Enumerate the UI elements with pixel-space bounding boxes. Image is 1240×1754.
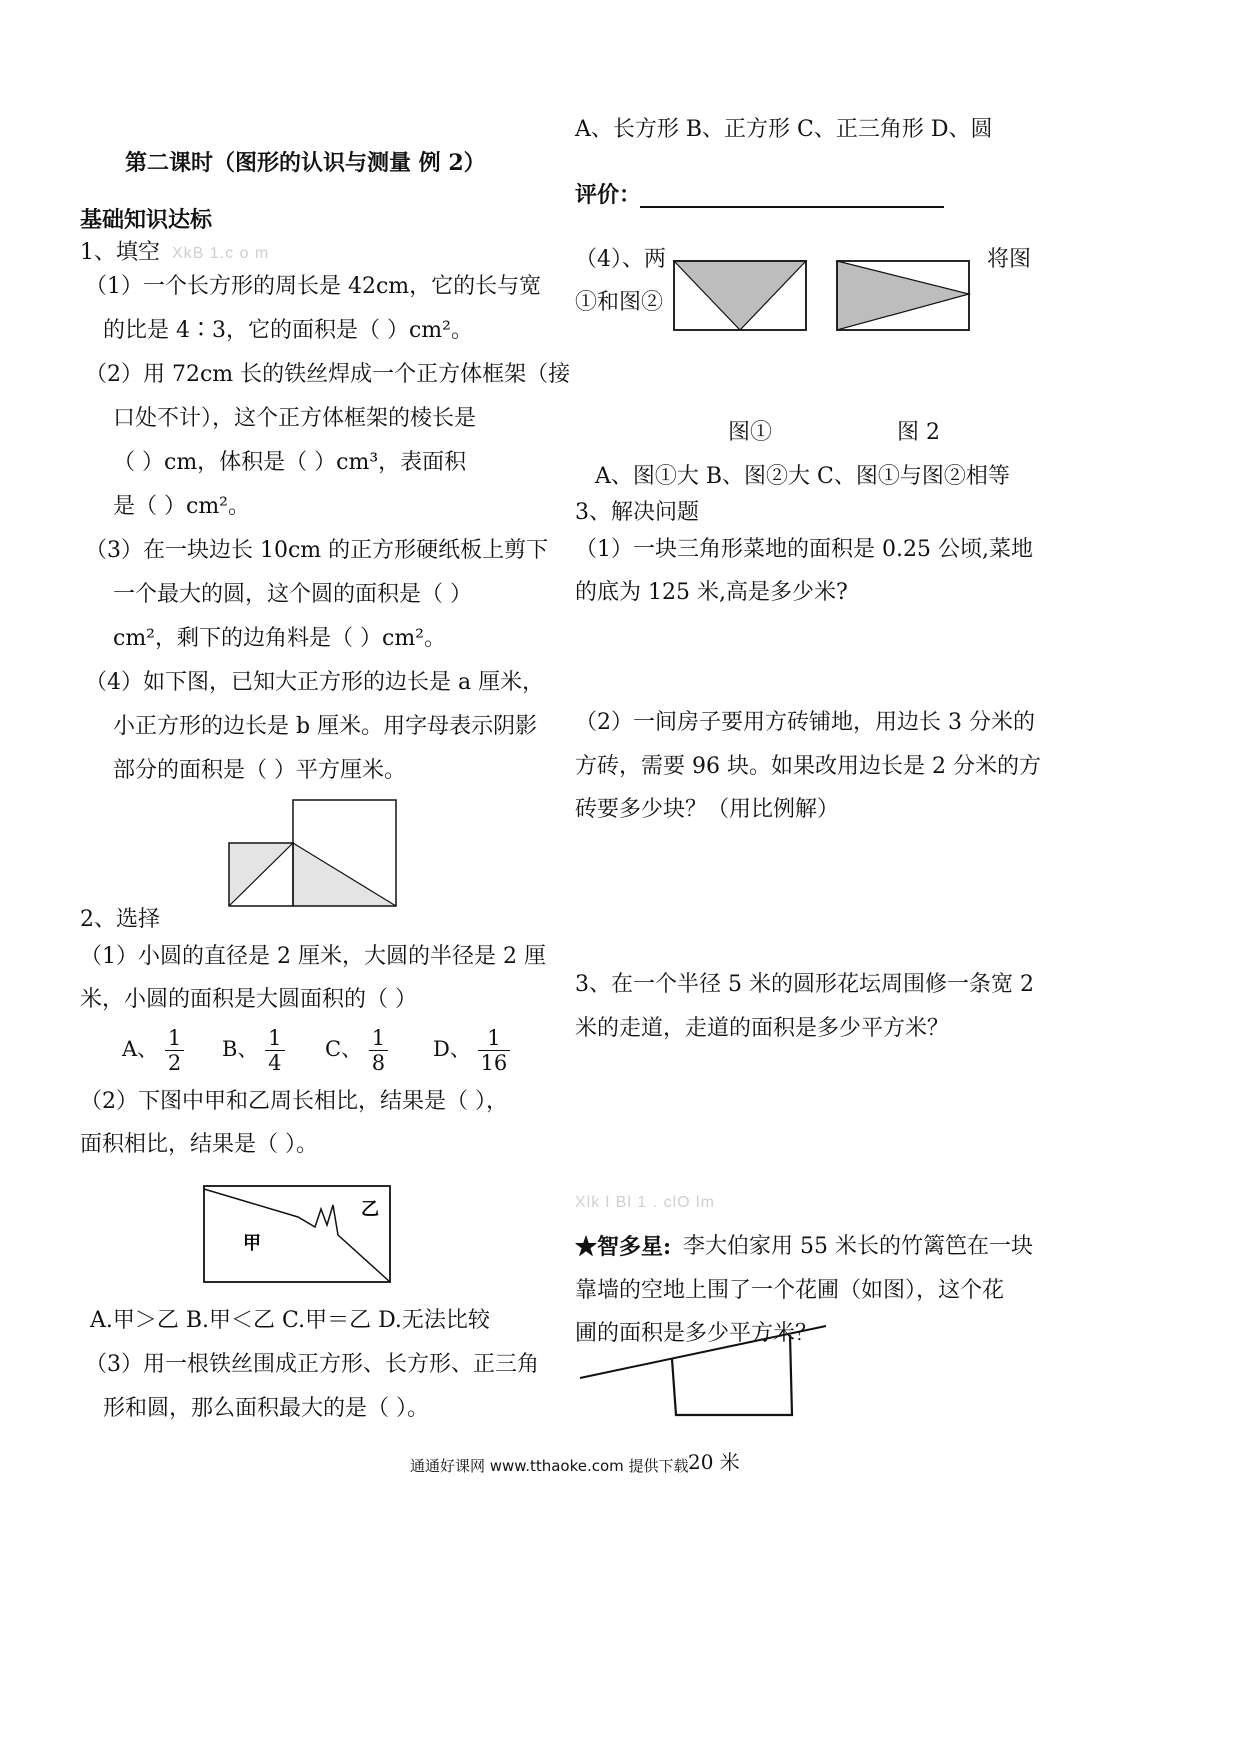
q1-2-line3: （ ）cm，体积是（ ）cm³，表面积 — [113, 450, 467, 475]
garden-figure — [578, 1322, 808, 1432]
q2-2-line2: 面积相比，结果是（ ）。 — [80, 1132, 318, 1157]
q2-4-left-line2: ①和图② — [575, 290, 664, 315]
q2-3-line2: 形和圆，那么面积最大的是（ ）。 — [103, 1396, 429, 1421]
option-d-fraction: $\frac{1}{16}$ — [478, 1026, 511, 1075]
q3-2-line1: （2）一间房子要用方砖铺地，用边长 3 分米的 — [575, 710, 1035, 735]
q2-1-line2: 米，小圆的面积是大圆面积的（ ） — [80, 987, 417, 1012]
q1-4-line1: （4）如下图，已知大正方形的边长是 a 厘米， — [85, 670, 545, 695]
star-text-line3: 圃的面积是多少平方米？ — [575, 1321, 818, 1346]
q2-2-options: A.甲＞乙 B.甲＜乙 C.甲＝乙 D.无法比较 — [90, 1308, 490, 1333]
figure-1-label: 图① — [728, 420, 773, 445]
garden-length-label: 20 米 — [688, 1450, 740, 1474]
option-a-fraction: $\frac{1}{2}$ — [165, 1026, 184, 1075]
star-text-line2: 靠墙的空地上围了一个花圃（如图），这个花 — [575, 1278, 1005, 1303]
watermark: Xlk l Bl 1 . clO lm — [575, 1194, 715, 1211]
page-title: 第二课时（图形的认识与测量 例 2） — [125, 150, 486, 176]
option-d-label: D、 — [433, 1037, 471, 1061]
figure-1 — [673, 260, 808, 332]
q1-1-line2: 的比是 4∶3，它的面积是（ ）cm²。 — [103, 318, 473, 343]
figure-2-label: 图 2 — [897, 420, 940, 445]
option-a-label: A、 — [122, 1037, 159, 1061]
q3-header: 3、解决问题 — [575, 500, 699, 525]
watermark: XkB 1.c o m — [172, 245, 270, 262]
q1-2-line2: 口处不计），这个正方体框架的棱长是 — [113, 406, 477, 431]
squares-figure — [228, 798, 408, 910]
option-b-fraction: $\frac{1}{4}$ — [265, 1026, 284, 1075]
q1-4-line3: 部分的面积是（ ）平方厘米。 — [113, 758, 406, 783]
jia-label: 甲 — [243, 1233, 261, 1254]
option-c-label: C、 — [325, 1037, 363, 1061]
star-label: ★智多星: — [575, 1234, 672, 1260]
q3-1-line2: 的底为 125 米,高是多少米? — [575, 580, 848, 605]
shape-options: A、长方形 B、正方形 C、正三角形 D、圆 — [575, 117, 993, 142]
evaluation-blank[interactable] — [640, 186, 944, 208]
q2-3-line1: （3）用一根铁丝围成正方形、长方形、正三角 — [85, 1352, 539, 1377]
q2-4-options: A、图①大 B、图②大 C、图①与图②相等 — [595, 464, 1010, 489]
q3-1-line1: （1）一块三角形菜地的面积是 0.25 公顷,菜地 — [575, 537, 1033, 562]
footer: 通通好课网 www.tthaoke.com 提供下载 — [410, 1457, 689, 1475]
jia-yi-figure — [203, 1185, 393, 1285]
yi-label: 乙 — [361, 1199, 379, 1220]
q3-3-line2: 米的走道，走道的面积是多少平方米？ — [575, 1016, 950, 1041]
evaluation-label: 评价： — [575, 182, 642, 208]
option-c[interactable] — [325, 1026, 388, 1075]
q2-4-right-text: 将图 — [987, 247, 1032, 272]
option-c-fraction: $\frac{1}{8}$ — [369, 1026, 388, 1075]
q2-4-left-line1: （4）、两 — [575, 247, 666, 272]
q1-3-line3: cm²，剩下的边角料是（ ）cm²。 — [113, 626, 446, 651]
option-d[interactable] — [433, 1026, 510, 1075]
option-b-label: B、 — [222, 1037, 259, 1061]
option-b[interactable] — [222, 1026, 285, 1075]
q1-1-line1: （1）一个长方形的周长是 42cm，它的长与宽 — [85, 274, 542, 299]
q1-2-line1: （2）用 72cm 长的铁丝焊成一个正方体框架（接 — [85, 362, 571, 387]
figure-2 — [836, 260, 971, 332]
q3-2-line2: 方砖，需要 96 块。如果改用边长是 2 分米的方 — [575, 754, 1041, 779]
q1-3-line1: （3）在一块边长 10cm 的正方形硬纸板上剪下 — [85, 538, 549, 563]
q2-header: 2、选择 — [80, 907, 160, 932]
section-heading: 基础知识达标 — [80, 207, 213, 233]
q1-3-line2: 一个最大的圆，这个圆的面积是（ ） — [113, 582, 472, 607]
option-a[interactable] — [122, 1026, 184, 1075]
q2-2-line1: （2）下图中甲和乙周长相比，结果是（ ）， — [80, 1089, 508, 1114]
q2-1-line1: （1）小圆的直径是 2 厘米，大圆的半径是 2 厘 — [80, 944, 546, 969]
star-text-line1: 李大伯家用 55 米长的竹篱笆在一块 — [683, 1234, 1033, 1259]
q1-header: 1、填空 — [80, 240, 160, 265]
q3-2-line3: 砖要多少块？（用比例解） — [575, 797, 840, 822]
q1-2-line4: 是（ ）cm²。 — [113, 494, 250, 519]
q1-4-line2: 小正方形的边长是 b 厘米。用字母表示阴影 — [113, 714, 538, 739]
q3-3-line1: 3、在一个半径 5 米的圆形花坛周围修一条宽 2 — [575, 972, 1034, 997]
